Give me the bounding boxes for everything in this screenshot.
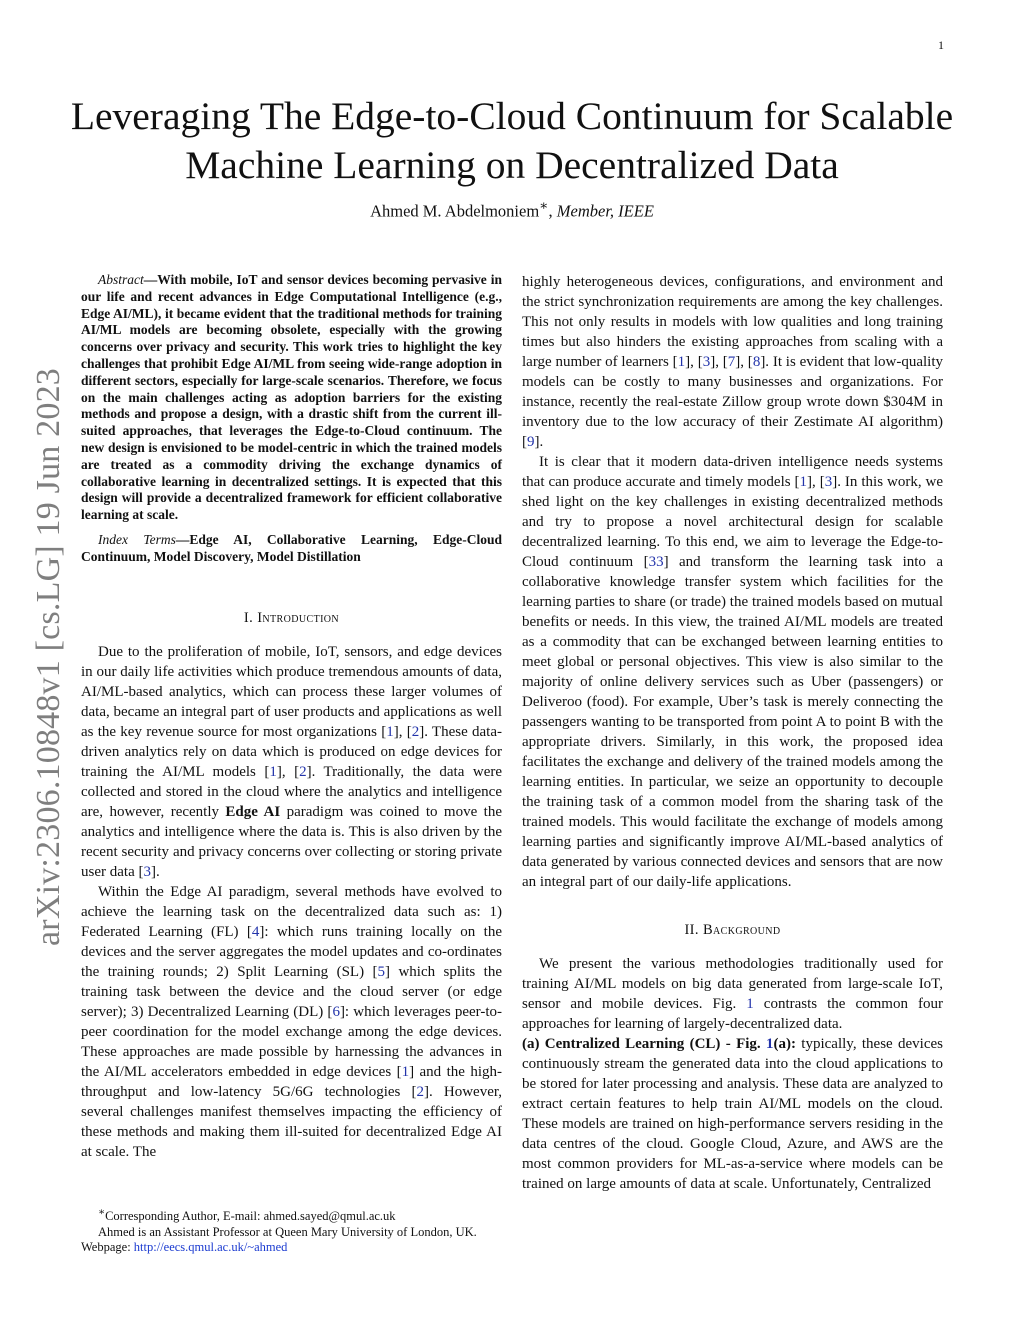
citation-link[interactable]: 7: [727, 354, 736, 370]
section-name: Background: [702, 922, 781, 938]
footnote-text: Corresponding Author, E-mail: ahmed.sayed@qmul.ac.uk: [105, 1209, 396, 1224]
text: ] and the high-throughput and low-latency 5G/6G technologies [: [81, 1063, 502, 1100]
citation-link[interactable]: 8: [752, 354, 761, 370]
paper-title: Leveraging The Edge-to-Cloud Continuum for Scalable Machine Learning on Decentralized Data: [70, 94, 954, 187]
citation-link[interactable]: 3: [824, 474, 833, 490]
citation-link[interactable]: 3: [143, 863, 151, 880]
text: ], [: [710, 354, 728, 370]
text: ]: which leverages peer-to-peer coordination for the model exchange among the edge devices. These approaches are made possible by harnessing the advances in the AI/ML accelerators embedded in edge devices [: [81, 1003, 502, 1080]
background-paragraph-1: [522, 954, 943, 1034]
abstract: [81, 272, 502, 524]
text: ] which splits the training task between the device and the cloud server (or edge server); 3) Decentralized Learning (DL) [: [81, 963, 503, 1020]
text: ], [: [393, 723, 412, 740]
text: Within the Edge AI paradigm, several methods have evolved to achieve the learning task on the decentralized data such as: 1) Federated Learning (FL) [: [81, 883, 502, 940]
right-paragraph-2: [522, 452, 943, 892]
text: ], [: [807, 474, 825, 490]
citation-link[interactable]: 1: [401, 1063, 410, 1080]
text: ]: which runs training locally on the devices and the server aggregates the model updates and co-ordinates the training rounds; 2) Split Learning (SL) [: [81, 923, 502, 980]
background-paragraph-2: [522, 1034, 943, 1194]
intro-paragraph-1: [81, 642, 502, 882]
citation-link[interactable]: 2: [299, 763, 307, 780]
citation-link[interactable]: 1: [799, 474, 808, 490]
text: ] and transform the learning task into a collaborative knowledge transfer system which facilities for the learning parties to share (or trade) the trained models based on mutual benefits or needs. In this view, the trained AI/ML models are treated as a commodity that can be exchanged between learning entities to meet global or personal objectives. This view is also similar to the majority of online delivery services such as Uber (passengers) or Deliveroo (food). For example, Uber’s task is merely connecting the passengers wanting to be transported from point A to point B with the appropriate drivers. Similarly, in this work, the proposed idea facilitates the exchange and delivery of the trained models among the learning entities. In particular, we seize an opportunity to decouple the training task of a common model from the sharing task of the trained models. This would facilitate the exchange of models among learning parties and significantly improve AI/ML-based analytics of data generated by various connected devices and sensors that are now an integral part of our daily-life applications.: [522, 554, 943, 890]
author-mark: ∗: [539, 198, 549, 213]
arxiv-identifier: arXiv:2306.10848v1 [cs.LG] 19 Jun 2023: [30, 368, 67, 946]
citation-link[interactable]: 6: [332, 1003, 340, 1020]
author-line: [0, 198, 1024, 222]
text: ].: [534, 434, 544, 450]
citation-link[interactable]: 9: [527, 434, 535, 450]
section-number: II.: [684, 922, 703, 938]
figure-link[interactable]: 1: [746, 996, 754, 1012]
footnote-corresponding: [81, 1205, 502, 1225]
text: ]. These data-driven analytics rely on data which is produced on edge devices for training the AI/ML models [: [81, 723, 502, 780]
text: ]. It is evident that low-quality models can be costly to many businesses and organizations. For instance, recently the real-estate Zillow group wrote down $304M in inventory due to the low accuracy of their Zestimate AI algorithm) [: [522, 354, 943, 450]
citation-link[interactable]: 1: [386, 723, 394, 740]
text: ]. In this work, we shed light on the key challenges in existing decentralized methods and try to propose a novel architectural design for scalable decentralized learning. To this end, we aim to leverage the Edge-to-Cloud continuum [: [522, 474, 944, 570]
index-terms-label: Index Terms: [98, 531, 176, 547]
footnote-webpage-label: Webpage:: [81, 1240, 134, 1255]
citation-link[interactable]: 2: [411, 723, 420, 740]
subheading-text: (a) Centralized Learning (CL) - Fig.: [522, 1036, 766, 1052]
abstract-text: —With mobile, IoT and sensor devices becoming pervasive in our life and recent advances in Edge Computational Intelligence (e.g., Edge AI/ML), it became evident that the traditional methods for training AI/ML models are becoming obsolete, especially with the growing concerns over privacy and security. This work tries to highlight the key challenges that prohibit Edge AI/ML from seeing wide-range adoption in different sectors, especially for large-scale scenarios. Therefore, we focus on the main challenges acting as adoption barriers for the existing methods and propose a design, with a drastic shift from the current ill-suited approaches, that leverages the Edge-to-Cloud continuum. The new design is envisioned to be model-centric in which the trained models are treated as a commodity driving the exchange dynamics of collaborative learning in decentralized settings. It is expected that this design will provide a decentralized framework for efficient collaborative learning at scale.: [81, 272, 502, 523]
section-number: I.: [243, 609, 258, 626]
section-heading-background: [522, 920, 943, 940]
text: ], [: [685, 354, 703, 370]
author-sep: ,: [548, 201, 557, 221]
subheading-centralized-learning: [522, 1036, 796, 1052]
author-name: Ahmed M. Abdelmoniem: [370, 201, 540, 221]
intro-paragraph-2: [81, 882, 502, 1162]
text: paradigm was coined to move the analytics and intelligence where the data is. This is also driven by the recent security and privacy concerns over collecting or storing private user data [: [81, 803, 502, 880]
citation-link[interactable]: 33: [648, 554, 664, 570]
subheading-text: (a):: [773, 1036, 796, 1052]
page-number: 1: [938, 38, 944, 52]
text: typically, these devices continuously stream the generated data into the cloud applications to be stored for later processing and analysis. These data are analyzed to extract certain features to help train AI/ML models on the cloud. These models are trained on high-performance servers residing in the data centres of the cloud. Google Cloud, Azure, and AWS are the most common providers for ML-as-a-service where models can be trained on large amounts of data at scale. Unfortunately, Centralized: [522, 1036, 944, 1192]
citation-link[interactable]: 1: [677, 354, 686, 370]
text: Due to the proliferation of mobile, IoT, sensors, and edge devices in our daily life activities which produce tremendous amounts of data, AI/ML-based analytics, which can process these larger volumes of data, became an integral part of user products and applications as well as the key revenue source for most organizations [: [81, 643, 502, 740]
citation-link[interactable]: 1: [269, 763, 277, 780]
citation-link[interactable]: 3: [702, 354, 711, 370]
text: highly heterogeneous devices, configurations, and environment and the strict synchronization requirements are among the key challenges. This not only results in models with low qualities and long training times but also hinders the existing approaches from scaling with a large number of learners [: [522, 274, 943, 370]
text: ], [: [276, 763, 300, 780]
left-column: [81, 272, 502, 1162]
text: ], [: [735, 354, 753, 370]
emphasis-edge-ai: Edge AI: [225, 803, 281, 820]
author-role: Member, IEEE: [556, 201, 654, 221]
section-heading-introduction: [81, 608, 502, 628]
citation-link[interactable]: 5: [377, 963, 386, 980]
text: ].: [150, 863, 160, 880]
webpage-link[interactable]: http://eecs.qmul.ac.uk/~ahmed: [133, 1240, 288, 1255]
index-terms-text: —Edge AI, Collaborative Learning, Edge-Cloud Continuum, Model Discovery, Model Distillation: [81, 531, 502, 564]
text: ]. However, several challenges manifest themselves impacting the efficiency of these methods and making them ill-suited for decentralized Edge AI at scale. The: [81, 1083, 503, 1160]
index-terms: [81, 532, 502, 566]
right-paragraph-1: [522, 272, 943, 452]
text: contrasts the common four approaches for learning of largely-decentralized data.: [522, 996, 943, 1032]
abstract-label: Abstract: [98, 272, 144, 287]
citation-link[interactable]: 4: [251, 923, 260, 940]
footnote-mark: ∗: [98, 1207, 106, 1218]
figure-link[interactable]: 1: [765, 1036, 774, 1052]
text: ]. Traditionally, the data were collected and stored in the cloud where the analytics and intelligence are, however, recently: [81, 763, 503, 820]
citation-link[interactable]: 2: [416, 1083, 425, 1100]
footnotes: [81, 1205, 502, 1256]
footnote-webpage: [81, 1240, 502, 1256]
text: We present the various methodologies traditionally used for training AI/ML models on big data generated from large-scale IoT, sensor and mobile devices. Fig.: [522, 956, 943, 1012]
text: It is clear that it modern data-driven intelligence needs systems that can produce accurate and timely models [: [522, 454, 943, 490]
footnote-affiliation: Ahmed is an Assistant Professor at Queen Mary University of London, UK.: [98, 1224, 477, 1239]
right-column: [522, 272, 943, 1194]
section-name: Introduction: [257, 609, 340, 626]
